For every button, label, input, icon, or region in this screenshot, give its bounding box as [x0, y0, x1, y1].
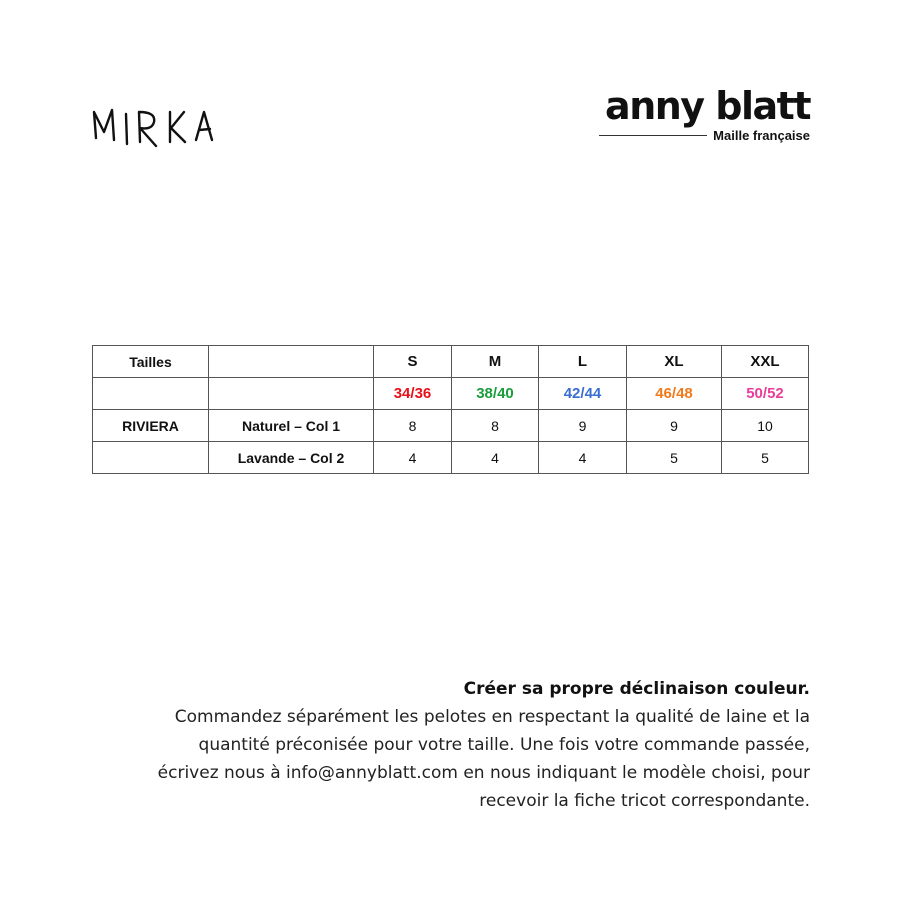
- notice-title: Créer sa propre déclinaison couleur.: [463, 679, 810, 699]
- yarn-name: RIVIERA: [93, 410, 209, 442]
- table-header-row: [93, 346, 809, 378]
- brand-tagline: Maille française: [713, 128, 810, 143]
- yarn-color: Lavande – Col 2: [209, 442, 374, 474]
- brand-logo: [590, 86, 810, 143]
- table-row: [93, 410, 809, 442]
- notice-line: recevoir la fiche tricot correspondante.: [479, 791, 810, 811]
- empty-cell: [209, 346, 374, 378]
- table-fr-size-row: [93, 378, 809, 410]
- brand-name: anny blatt: [605, 84, 810, 128]
- notice-line: Commandez séparément les pelotes en respectant la qualité de laine et la: [174, 707, 810, 727]
- empty-cell: [209, 378, 374, 410]
- quantity-cell: 4: [539, 442, 627, 474]
- model-name-handwritten: [90, 98, 220, 168]
- notice-line: écrivez nous à info@annyblatt.com en nous indiquant le modèle choisi, pour: [157, 763, 810, 783]
- size-xxl: XXL: [722, 346, 809, 378]
- quantity-cell: 9: [627, 410, 722, 442]
- fr-size-m: 38/40: [452, 378, 539, 410]
- custom-color-notice: [90, 675, 810, 815]
- quantity-cell: 9: [539, 410, 627, 442]
- table-row: [93, 442, 809, 474]
- size-m: M: [452, 346, 539, 378]
- empty-cell: [93, 378, 209, 410]
- quantity-cell: 8: [452, 410, 539, 442]
- size-table: [92, 345, 809, 474]
- size-s: S: [374, 346, 452, 378]
- fr-size-xl: 46/48: [627, 378, 722, 410]
- quantity-cell: 4: [452, 442, 539, 474]
- quantity-cell: 5: [722, 442, 809, 474]
- fr-size-l: 42/44: [539, 378, 627, 410]
- fr-size-xxl: 50/52: [722, 378, 809, 410]
- size-l: L: [539, 346, 627, 378]
- notice-line: quantité préconisée pour votre taille. Une fois votre commande passée,: [198, 735, 810, 755]
- quantity-cell: 10: [722, 410, 809, 442]
- header-label: Tailles: [93, 346, 209, 378]
- brand-divider: [599, 135, 707, 136]
- size-xl: XL: [627, 346, 722, 378]
- fr-size-s: 34/36: [374, 378, 452, 410]
- quantity-cell: 8: [374, 410, 452, 442]
- quantity-cell: 5: [627, 442, 722, 474]
- yarn-color: Naturel – Col 1: [209, 410, 374, 442]
- yarn-name: [93, 442, 209, 474]
- quantity-cell: 4: [374, 442, 452, 474]
